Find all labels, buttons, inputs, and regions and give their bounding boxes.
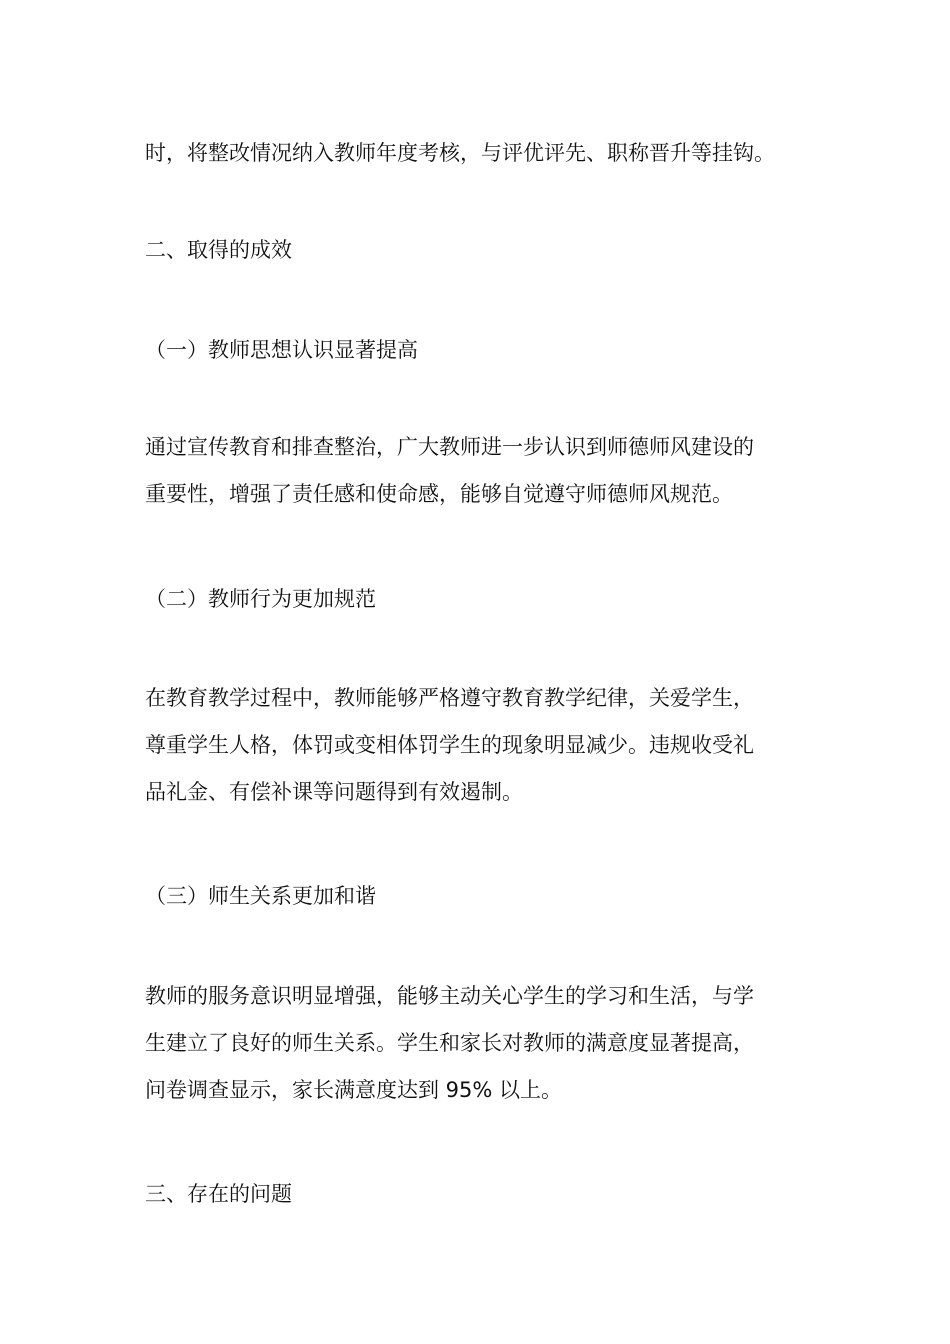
text-line: （二）教师行为更加规范 bbox=[145, 587, 376, 611]
text-line: 教师的服务意识明显增强，能够主动关心学生的学习和生活，与学 bbox=[145, 984, 754, 1008]
section-heading-existing-problems bbox=[145, 1171, 815, 1218]
text-line: 三、存在的问题 bbox=[145, 1182, 292, 1206]
subheading-ideological-awareness bbox=[145, 327, 815, 374]
text-line: （一）教师思想认识显著提高 bbox=[145, 338, 418, 362]
paragraph-teacher-student-relations bbox=[145, 973, 815, 1114]
section-heading-achievements bbox=[145, 227, 815, 274]
text-line: 尊重学生人格，体罚或变相体罚学生的现象明显减少。违规收受礼 bbox=[145, 733, 754, 757]
paragraph-rectification-assessment bbox=[145, 130, 815, 177]
text-line: 在教育教学过程中，教师能够严格遵守教育教学纪律，关爱学生， bbox=[145, 686, 754, 710]
subheading-behavior-norms bbox=[145, 576, 815, 623]
text-line: 品礼金、有偿补课等问题得到有效遏制。 bbox=[145, 780, 523, 804]
text-line: 重要性，增强了责任感和使命感，能够自觉遵守师德师风规范。 bbox=[145, 482, 733, 506]
text-line: 问卷调查显示，家长满意度达到 95% 以上。 bbox=[145, 1078, 563, 1102]
paragraph-behavior-norms bbox=[145, 675, 815, 816]
text-line: 通过宣传教育和排查整治，广大教师进一步认识到师德师风建设的 bbox=[145, 435, 754, 459]
subheading-teacher-student-relations bbox=[145, 873, 815, 920]
text-line: 二、取得的成效 bbox=[145, 238, 292, 262]
paragraph-ideological-awareness bbox=[145, 424, 815, 518]
text-line: 生建立了良好的师生关系。学生和家长对教师的满意度显著提高， bbox=[145, 1031, 754, 1055]
text-line: （三）师生关系更加和谐 bbox=[145, 884, 376, 908]
text-line: 时，将整改情况纳入教师年度考核，与评优评先、职称晋升等挂钩。 bbox=[145, 141, 775, 165]
